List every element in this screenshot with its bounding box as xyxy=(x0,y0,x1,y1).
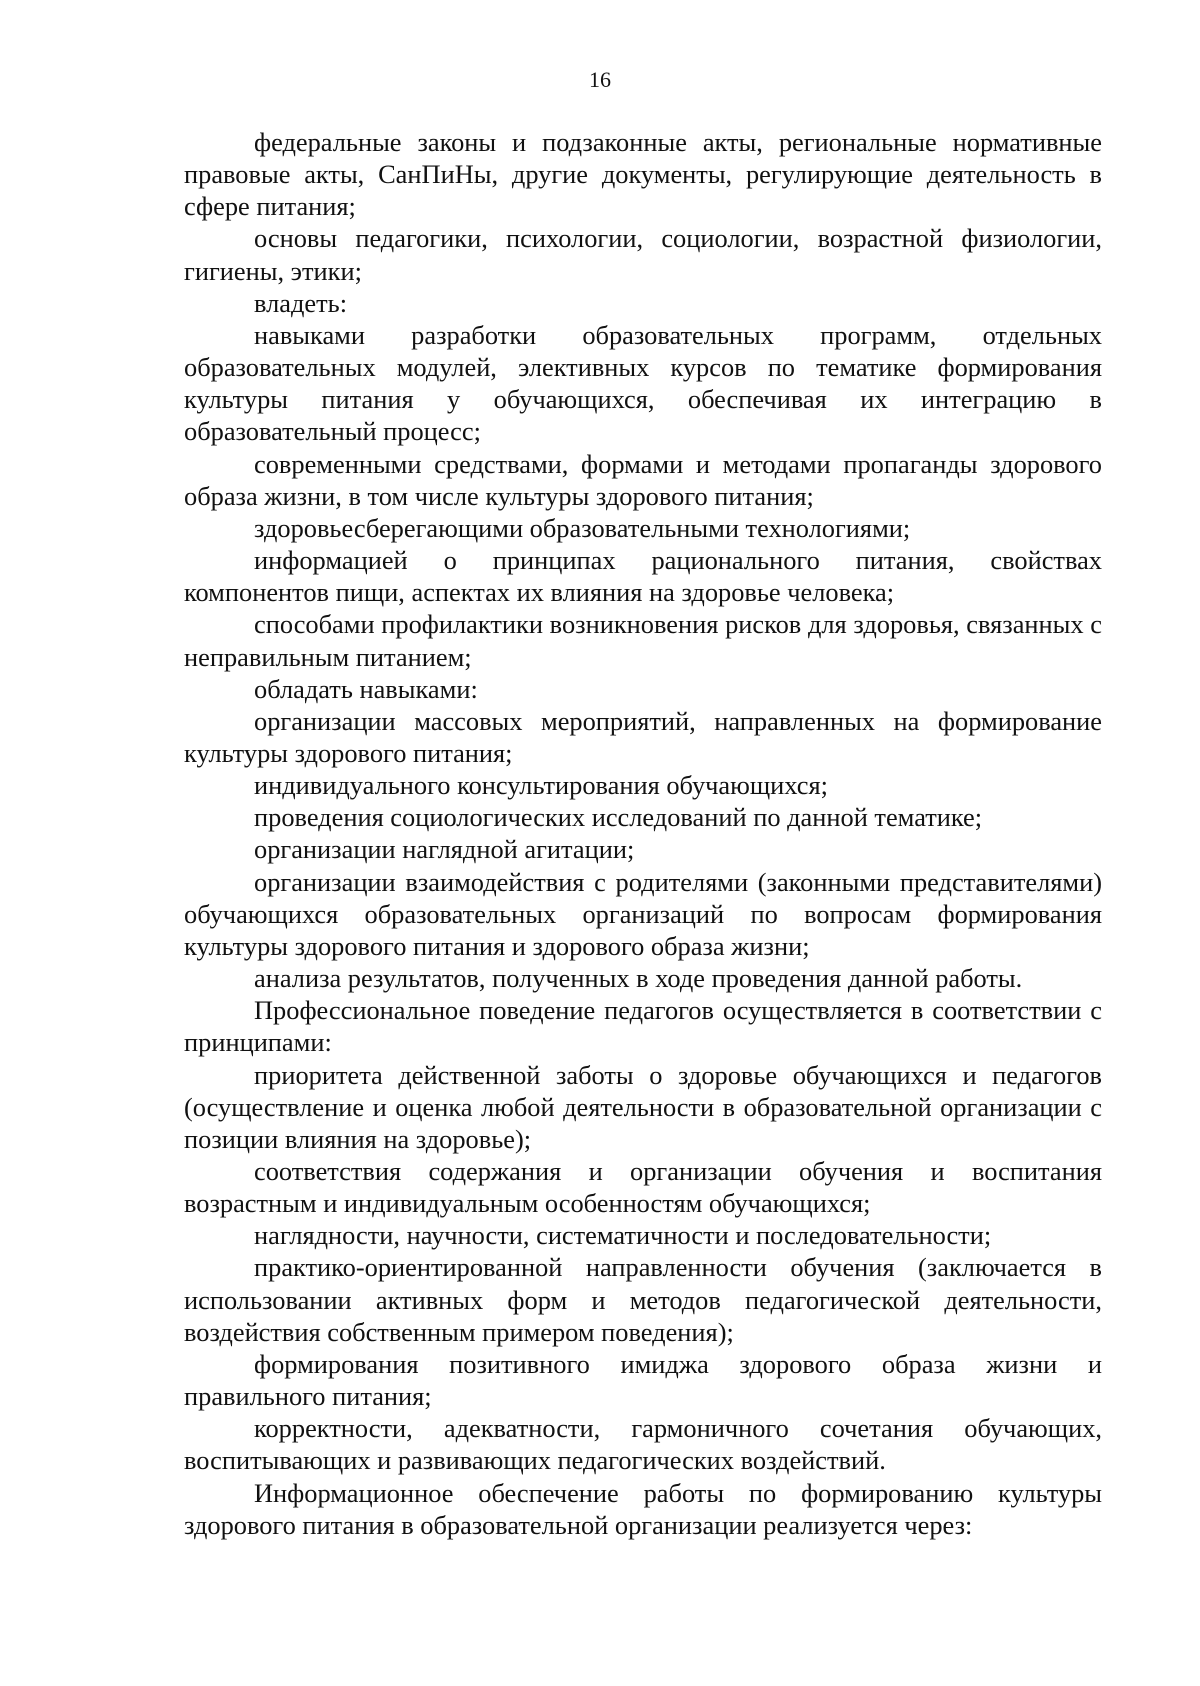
paragraph-analysis: анализа результатов, полученных в ходе проведения данной работы. xyxy=(254,963,1023,994)
paragraph-information-support: Информационное обеспечение работы по формированию культуры здорового питания в образовательной организации реализуется через: xyxy=(184,1477,1102,1540)
paragraph-agitation: организации наглядной агитации; xyxy=(254,834,635,865)
paragraph-program-skills: навыками разработки образовательных программ, отдельных образовательных модулей, элективных курсов по тематике формирования культуры питания у обучающихся, обеспечивая их интеграцию в образовательный процесс; xyxy=(184,319,1102,447)
paragraph-practice-oriented: практико-ориентированной направленности обучения (заключается в использовании активных форм и методов педагогической деятельности, воздействия собственным примером поведения); xyxy=(184,1252,1102,1347)
document-body xyxy=(184,126,1102,1541)
page-number: 16 xyxy=(589,67,611,92)
paragraph-research: проведения социологических исследований по данной тематике; xyxy=(254,802,983,833)
paragraph-promotion-methods: современными средствами, формами и методами пропаганды здорового образа жизни, в том числе культуры здорового питания; xyxy=(184,448,1102,511)
paragraph-mass-events: организации массовых мероприятий, направленных на формирование культуры здорового питания; xyxy=(184,705,1102,768)
paragraph-visibility: наглядности, научности, систематичности и последовательности; xyxy=(254,1220,992,1251)
paragraph-positive-image: формирования позитивного имиджа здорового образа жизни и правильного питания; xyxy=(184,1348,1102,1412)
paragraph-content-conformity: соответствия содержания и организации обучения и воспитания возрастным и индивидуальным особенностям обучающихся; xyxy=(184,1156,1102,1219)
paragraph-legal-acts: федеральные законы и подзаконные акты, региональные нормативные правовые акты, СанПиНы, другие документы, регулирующие деятельность в сфере питания; xyxy=(184,127,1102,222)
paragraph-parents: организации взаимодействия с родителями (законными представителями) обучающихся образовательных организаций по вопросам формирования культуры здорового питания и здорового образа жизни; xyxy=(184,866,1102,961)
paragraph-skills-heading: обладать навыками: xyxy=(254,673,478,704)
paragraph-science-basics: основы педагогики, психологии, социологии, возрастной физиологии, гигиены, этики; xyxy=(184,223,1102,286)
paragraph-priority-health: приоритета действенной заботы о здоровье обучающихся и педагогов (осуществление и оценка любой деятельности в образовательной организации с позиции влияния на здоровье); xyxy=(184,1059,1102,1154)
paragraph-nutrition-info: информацией о принципах рационального питания, свойствах компонентов пищи, аспектах их влияния на здоровье человека; xyxy=(184,545,1102,608)
paragraph-correctness: корректности, адекватности, гармоничного сочетания обучающих, воспитывающих и развивающих педагогических воздействий. xyxy=(184,1413,1102,1476)
paragraph-principles-intro: Профессиональное поведение педагогов осуществляется в соответствии с принципами: xyxy=(184,995,1102,1058)
paragraph-possess-heading: владеть: xyxy=(254,287,348,318)
paragraph-health-tech: здоровьесберегающими образовательными технологиями; xyxy=(254,512,911,543)
paragraph-consulting: индивидуального консультирования обучающихся; xyxy=(254,770,828,801)
paragraph-risk-prevention: способами профилактики возникновения рисков для здоровья, связанных с неправильным питанием; xyxy=(184,609,1102,672)
